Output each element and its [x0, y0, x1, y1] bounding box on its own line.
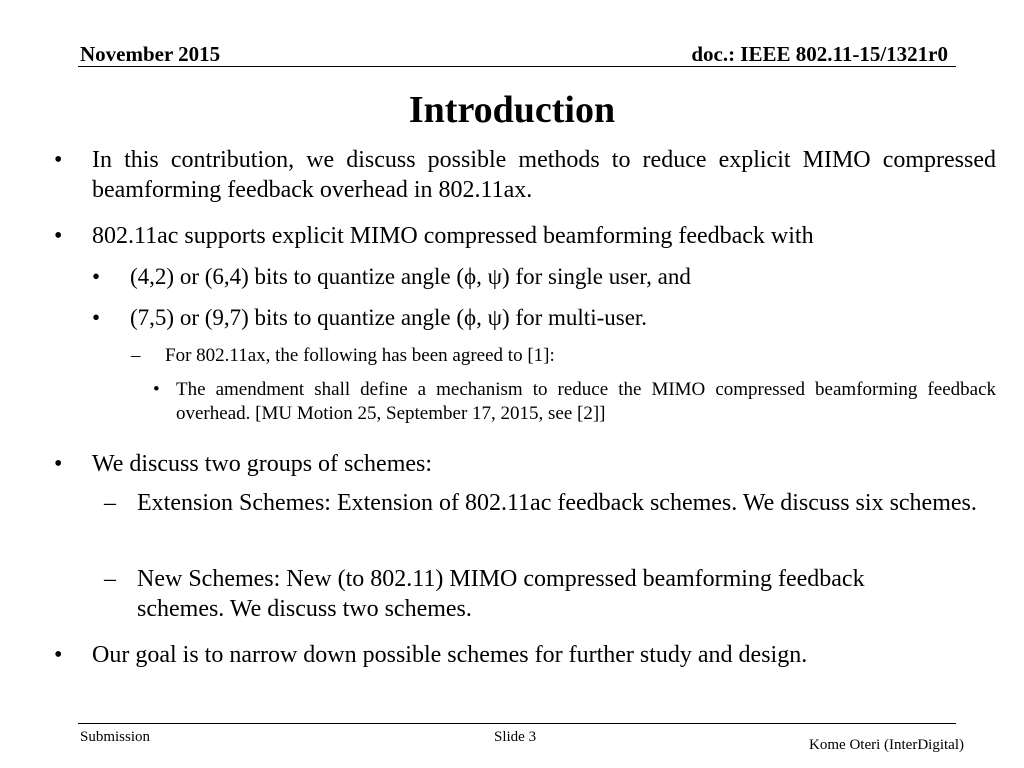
header-divider	[78, 66, 956, 67]
bullet-text: 802.11ac supports explicit MIMO compressed beamforming feedback with	[92, 223, 814, 249]
bullet-marker: •	[54, 642, 63, 668]
bullet-item	[92, 303, 996, 332]
bullet-text: New Schemes: New (to 802.11) MIMO compressed beamforming feedback schemes. We discuss two schemes.	[137, 566, 865, 623]
slide-title: Introduction	[408, 89, 616, 131]
header-doc-id: doc.: IEEE 802.11-15/1321r0	[691, 42, 948, 66]
bullet-marker: –	[104, 490, 116, 516]
bullet-text: We discuss two groups of schemes:	[92, 451, 433, 477]
bullet-text: Our goal is to narrow down possible schemes for further study and design.	[92, 642, 808, 668]
bullet-marker: –	[131, 345, 141, 366]
bullet-text: (4,2) or (6,4) bits to quantize angle (ϕ, ψ) for single user, and	[130, 264, 691, 289]
bullet-item	[54, 640, 996, 670]
footer-slide-number: Slide 3	[494, 729, 537, 745]
bullet-item	[54, 449, 996, 479]
bullet-item	[104, 564, 897, 625]
footer-divider	[78, 723, 956, 724]
bullet-marker: •	[92, 264, 101, 289]
bullet-item	[54, 221, 996, 251]
bullet-text: The amendment shall define a mechanism to reduce the MIMO compressed beamforming feedback overhead. [MU Motion 25, September 17, 2015, see [2]]	[176, 379, 996, 425]
bullet-item	[104, 488, 996, 518]
bullet-marker: •	[54, 147, 63, 173]
bullet-marker: •	[54, 223, 63, 249]
bullet-marker: •	[92, 305, 101, 330]
bullet-marker: –	[104, 566, 116, 592]
footer-submission: Submission	[80, 729, 151, 745]
bullet-item	[92, 262, 996, 291]
bullet-text: Extension Schemes: Extension of 802.11ac feedback schemes. We discuss six schemes.	[137, 490, 977, 516]
bullet-item	[153, 378, 996, 426]
bullet-text: (7,5) or (9,7) bits to quantize angle (ϕ, ψ) for multi-user.	[130, 305, 648, 330]
bullet-item	[131, 344, 996, 368]
footer-author: Kome Oteri (InterDigital)	[809, 737, 964, 753]
bullet-item	[54, 145, 996, 206]
bullet-marker: •	[153, 379, 160, 400]
bullet-marker: •	[54, 451, 63, 477]
bullet-text: For 802.11ax, the following has been agreed to [1]:	[165, 345, 555, 366]
bullet-text: In this contribution, we discuss possible methods to reduce explicit MIMO compressed beamforming feedback overhead in 802.11ax.	[92, 147, 996, 204]
header-date: November 2015	[80, 42, 221, 66]
